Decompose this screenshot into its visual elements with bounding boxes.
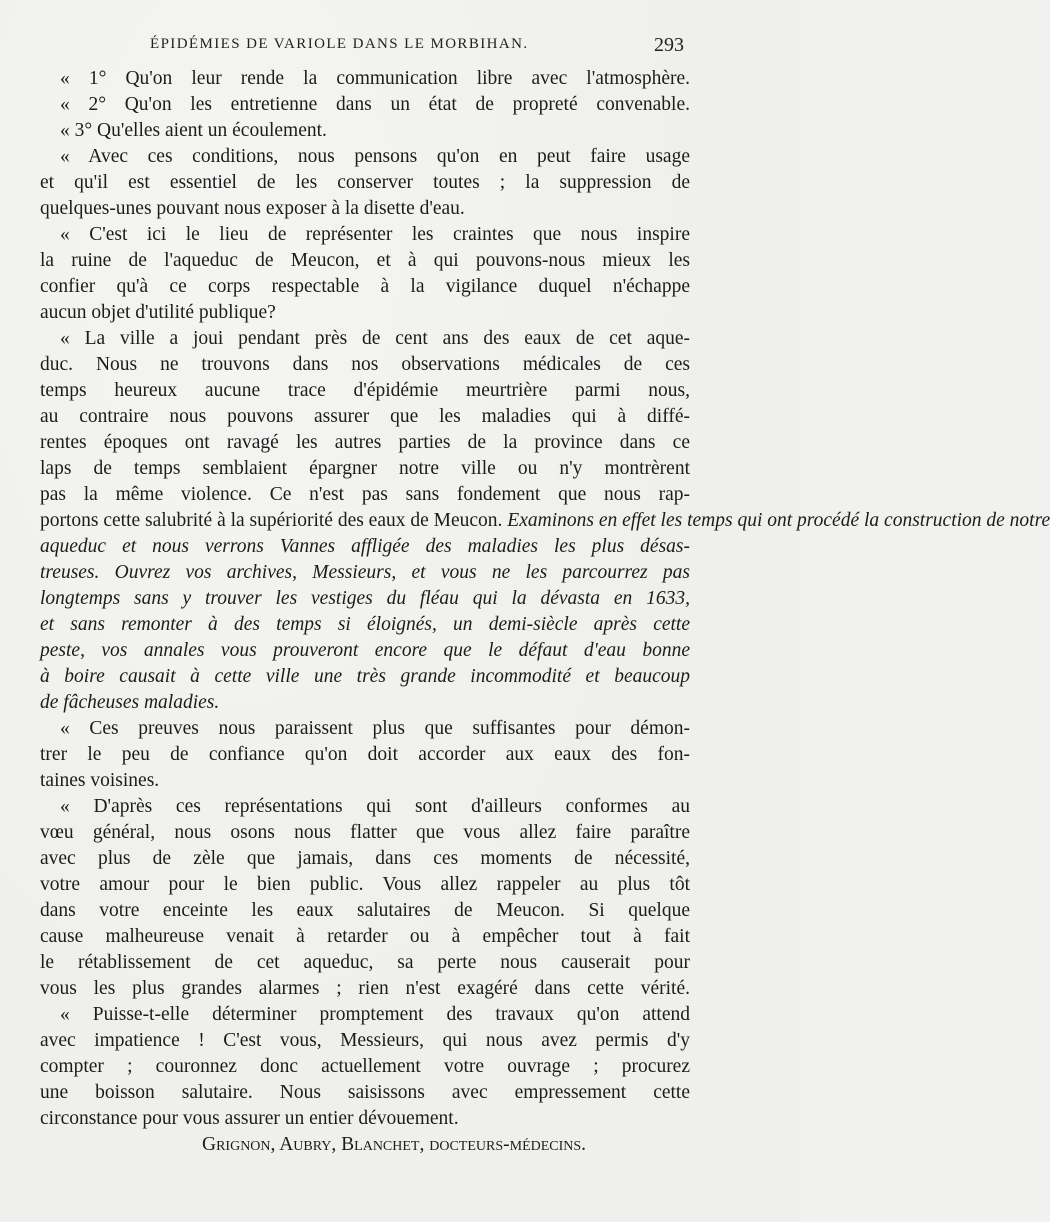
text-line: aqueduc et nous verrons Vannes affligée des maladies les plus désas- xyxy=(40,536,690,557)
text-line: vous les plus grandes alarmes ; rien n'est exagéré dans cette vérité. xyxy=(40,978,690,999)
text-line: votre amour pour le bien public. Vous allez rappeler au plus tôt xyxy=(40,874,690,895)
text-line: quelques-unes pouvant nous exposer à la disette d'eau. xyxy=(40,198,465,219)
text-line: vœu général, nous osons nous flatter que vous allez faire paraître xyxy=(40,822,690,843)
text-line: dans votre enceinte les eaux salutaires de Meucon. Si quelque xyxy=(40,900,690,921)
text-line: le rétablissement de cet aqueduc, sa perte nous causerait pour xyxy=(40,952,690,973)
text-line: treuses. Ouvrez vos archives, Messieurs, et vous ne les parcourrez pas xyxy=(40,562,690,583)
text-line: compter ; couronnez donc actuellement votre ouvrage ; procurez xyxy=(40,1056,690,1077)
text-line: pas la même violence. Ce n'est pas sans fondement que nous rap- xyxy=(40,484,690,505)
text-line: taines voisines. xyxy=(40,770,160,791)
text-line: circonstance pour vous assurer un entier dévouement. xyxy=(40,1108,459,1129)
text-line: « C'est ici le lieu de représenter les craintes que nous inspire xyxy=(60,224,690,245)
text-line: « 1° Qu'on leur rende la communication libre avec l'atmosphère. xyxy=(60,68,690,89)
text-line: « Puisse-t-elle déterminer promptement des travaux qu'on attend xyxy=(60,1004,690,1025)
text-line: « D'après ces représentations qui sont d'ailleurs conformes au xyxy=(60,796,690,817)
page-number: 293 xyxy=(654,34,684,56)
text-line: au contraire nous pouvons assurer que les maladies qui à diffé- xyxy=(40,406,690,427)
text-line xyxy=(40,508,1050,534)
text-line: « 2° Qu'on les entretienne dans un état de propreté convenable. xyxy=(60,94,690,115)
text-line: une boisson salutaire. Nous saisissons avec empressement cette xyxy=(40,1082,690,1103)
text-line: avec plus de zèle que jamais, dans ces moments de nécessité, xyxy=(40,848,690,869)
text-line: laps de temps semblaient épargner notre ville ou n'y montrèrent xyxy=(40,458,690,479)
text-line: de fâcheuses maladies. xyxy=(40,692,220,713)
text-line: « 3° Qu'elles aient un écoulement. xyxy=(60,120,327,141)
text-line: la ruine de l'aqueduc de Meucon, et à qui pouvons-nous mieux les xyxy=(40,250,690,271)
signature-line: Grignon, Aubry, Blanchet, docteurs-médecins. xyxy=(202,1134,587,1155)
text-line: et sans remonter à des temps si éloignés, un demi-siècle après cette xyxy=(40,614,690,635)
text-line: rentes époques ont ravagé les autres parties de la province dans ce xyxy=(40,432,690,453)
running-title: ÉPIDÉMIES DE VARIOLE DANS LE MORBIHAN. xyxy=(150,36,529,52)
text-line: avec impatience ! C'est vous, Messieurs, qui nous avez permis d'y xyxy=(40,1030,690,1051)
text-line: confier qu'à ce corps respectable à la vigilance duquel n'échappe xyxy=(40,276,690,297)
text-line: peste, vos annales vous prouveront encore que le défaut d'eau bonne xyxy=(40,640,690,661)
text-line-italic-part: Examinons en effet les temps qui ont procédé la construction de notre xyxy=(507,510,1050,531)
text-line-roman-part: portons cette salubrité à la supériorité des eaux de Meucon. xyxy=(40,510,503,531)
text-line: « Ces preuves nous paraissent plus que suffisantes pour démon- xyxy=(60,718,690,739)
text-line: longtemps sans y trouver les vestiges du fléau qui la dévasta en 1633, xyxy=(40,588,690,609)
text-line: temps heureux aucune trace d'épidémie meurtrière parmi nous, xyxy=(40,380,690,401)
text-line: « La ville a joui pendant près de cent ans des eaux de cet aque- xyxy=(60,328,690,349)
text-line: à boire causait à cette ville une très grande incommodité et beaucoup xyxy=(40,666,690,687)
text-line: duc. Nous ne trouvons dans nos observations médicales de ces xyxy=(40,354,690,375)
text-line: trer le peu de confiance qu'on doit accorder aux eaux des fon- xyxy=(40,744,690,765)
body-text xyxy=(40,66,1050,1158)
text-line: « Avec ces conditions, nous pensons qu'on en peut faire usage xyxy=(60,146,690,167)
text-line: cause malheureuse venait à retarder ou à empêcher tout à fait xyxy=(40,926,690,947)
text-line: aucun objet d'utilité publique? xyxy=(40,302,276,323)
page-header xyxy=(40,34,688,58)
text-line: et qu'il est essentiel de les conserver toutes ; la suppression de xyxy=(40,172,690,193)
